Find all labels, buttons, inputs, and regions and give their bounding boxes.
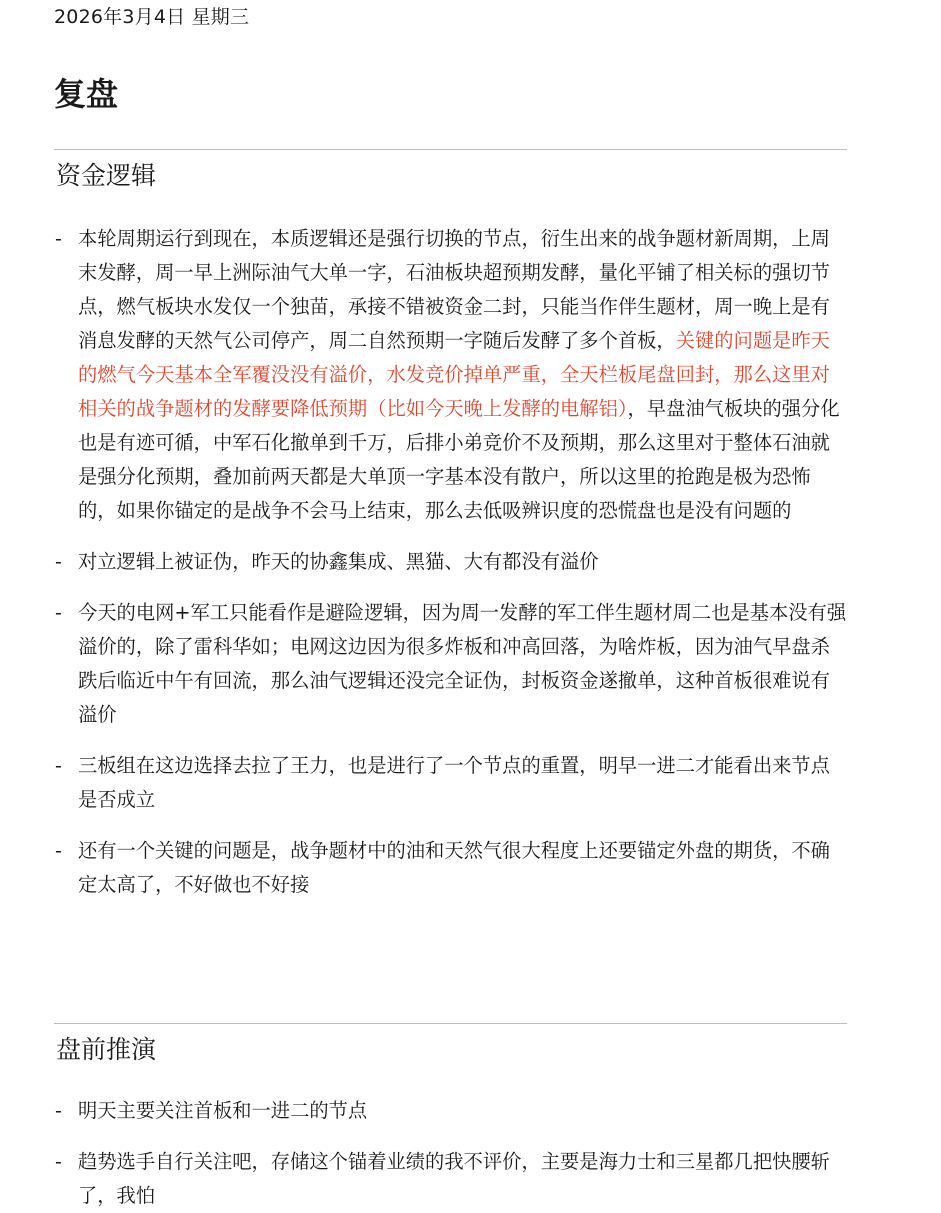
dash-bullet-icon: - bbox=[55, 551, 62, 573]
dash-bullet-icon: - bbox=[55, 602, 62, 624]
list-item bbox=[54, 1094, 847, 1128]
list-item-text: 趋势选手自行关注吧，存储这个锚着业绩的我不评价，主要是海力士和三星都几把快腰斩了，我怕 bbox=[78, 1150, 830, 1207]
list-item-text: 明天主要关注首板和一进二的节点 bbox=[78, 1099, 368, 1122]
section-fund-logic bbox=[54, 149, 847, 902]
dash-bullet-icon: - bbox=[55, 1100, 62, 1122]
list-item-text: 三板组在这边选择去拉了王力，也是进行了一个节点的重置，明早一进二才能看出来节点是否成立 bbox=[78, 754, 830, 811]
bullet-list bbox=[54, 1094, 847, 1213]
list-item bbox=[54, 834, 847, 902]
list-item bbox=[54, 749, 847, 817]
dash-bullet-icon: - bbox=[55, 228, 62, 250]
list-item bbox=[54, 596, 847, 732]
list-item bbox=[54, 1145, 847, 1213]
note-date: 2026年3月4日 星期三 bbox=[54, 6, 250, 28]
list-item-text: ，早盘油气板块的强分化也是有迹可循，中军石化撤单到千万，后排小弟竞价不及预期，那么这里对于整体石油就是强分化预期，叠加前两天都是大单顶一字基本没有散户，所以这里的抢跑是极为恐怖的，如果你锚定的是战争不会马上结束，那么去低吸辨识度的恐慌盘也是没有问题的 bbox=[78, 397, 840, 522]
section-divider bbox=[54, 149, 847, 150]
dash-bullet-icon: - bbox=[55, 755, 62, 777]
section-premarket-plan bbox=[54, 1023, 847, 1213]
dash-bullet-icon: - bbox=[55, 840, 62, 862]
list-item-text: 对立逻辑上被证伪，昨天的协鑫集成、黑猫、大有都没有溢价 bbox=[78, 550, 599, 573]
section-title: 盘前推演 bbox=[56, 1035, 157, 1064]
list-item bbox=[54, 222, 847, 528]
document-title: 复盘 bbox=[54, 75, 119, 113]
list-item-text: 今天的电网+军工只能看作是避险逻辑，因为周一发酵的军工伴生题材周二也是基本没有强溢价的，除了雷科华如；电网这边因为很多炸板和冲高回落，为啥炸板，因为油气早盘杀跌后临近中午有回流，那么油气逻辑还没完全证伪，封板资金遂撤单，这种首板很难说有溢价 bbox=[78, 601, 847, 726]
section-title: 资金逻辑 bbox=[56, 161, 157, 190]
highlighted-text: 关键的问题是昨天的燃气今天基本全军覆没没有溢价，水发竞价掉单严重，全天栏板尾盘回封，那么这里对相关的战争题材的发酵要降低预期（比如今天晚上发酵的电解铝） bbox=[78, 329, 830, 420]
list-item-text: 还有一个关键的问题是，战争题材中的油和天然气很大程度上还要锚定外盘的期货，不确定太高了，不好做也不好接 bbox=[78, 839, 830, 896]
dash-bullet-icon: - bbox=[55, 1151, 62, 1173]
section-divider bbox=[54, 1023, 847, 1024]
list-item-text: 本轮周期运行到现在，本质逻辑还是强行切换的节点，衍生出来的战争题材新周期，上周末发酵，周一早上洲际油气大单一字，石油板块超预期发酵，量化平铺了相关标的强切节点，燃气板块水发仅一个独苗，承接不错被资金二封，只能当作伴生题材，周一晚上是有消息发酵的天然气公司停产，周二自然预期一字随后发酵了多个首板， bbox=[78, 227, 830, 352]
bullet-list bbox=[54, 222, 847, 902]
list-item bbox=[54, 545, 847, 579]
